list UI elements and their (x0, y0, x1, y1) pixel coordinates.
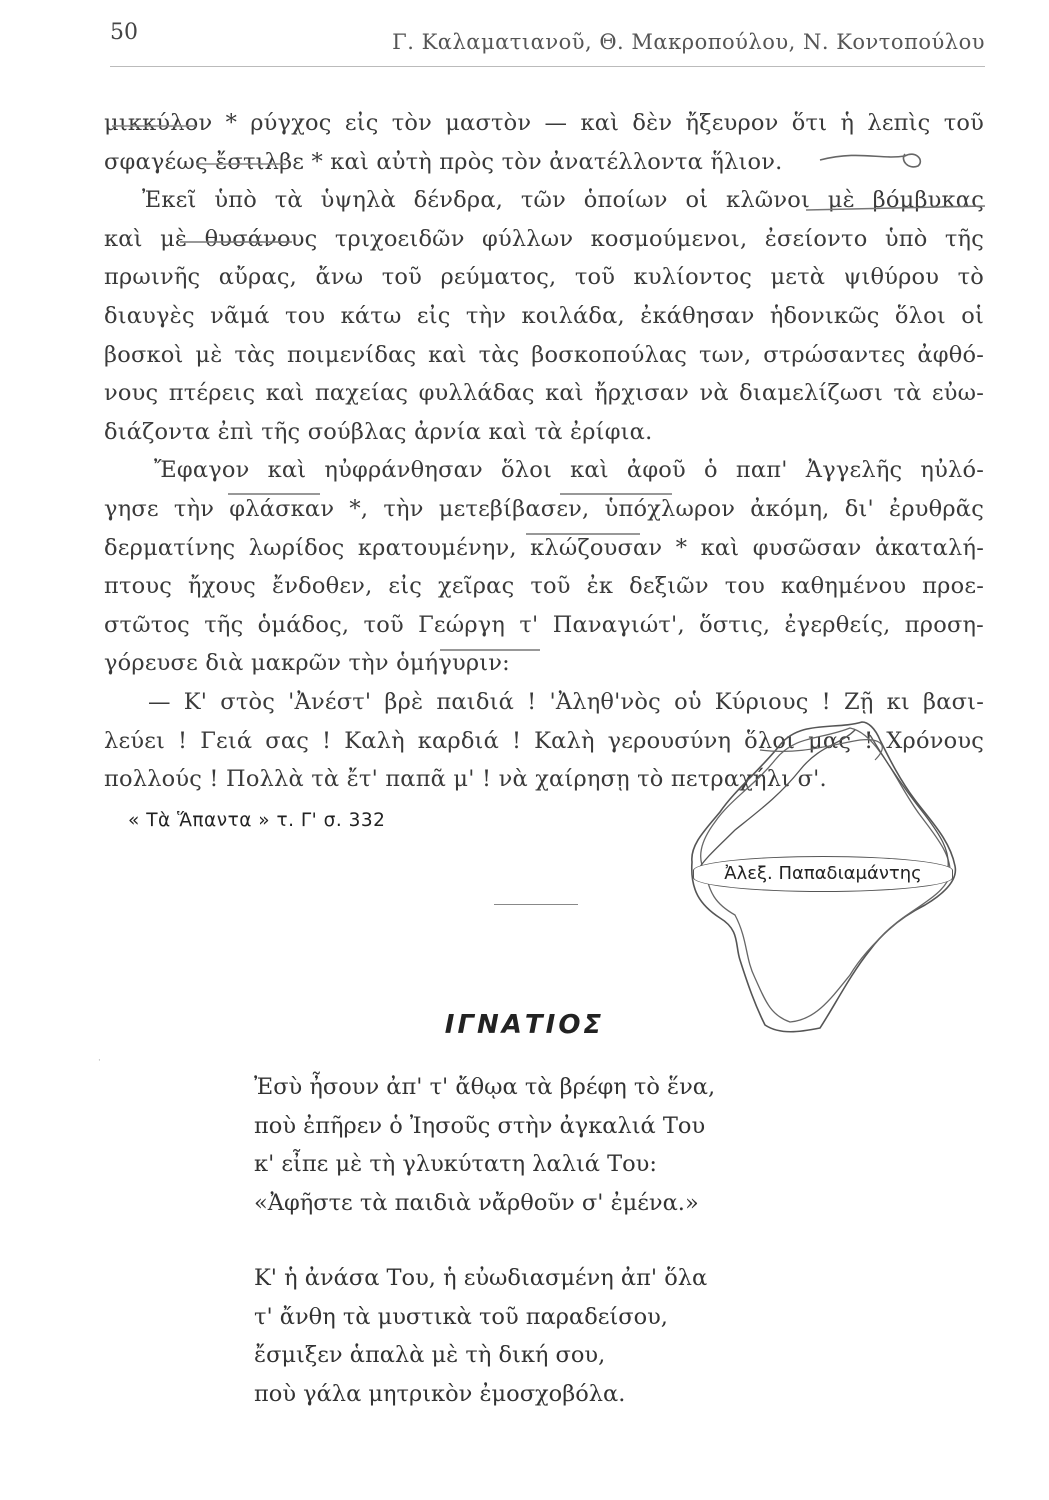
verse-line: Ἐσὺ ἦσουν ἀπ' τ' ἄθῳα τὰ βρέφη τὸ ἕνα, (254, 1074, 716, 1100)
prose-line: διάζοντα ἐπὶ τῆς σούβλας ἀρνία καὶ τὰ ἐρίφια. (104, 418, 653, 445)
verse-line: Κ' ἡ ἀνάσα Του, ἡ εὐωδιασμένη ἀπ' ὅλα (254, 1265, 708, 1291)
running-head: Γ. Καλαματιανοῦ, Θ. Μακροπούλου, Ν. Κοντοπούλου (392, 30, 985, 54)
prose-line: μικκύλον * ρύγχος εἰς τὸν μαστὸν — καὶ δὲν ἤξευρον ὅτι ἡ λεπὶς τοῦ (104, 110, 984, 136)
prose-line: πτους ἤχους ἔνδοθεν, εἰς χεῖρας τοῦ ἐκ δεξιῶν του καθημένου προε- (104, 573, 984, 600)
prose-line: πρωινῆς αὔρας, ἄνω τοῦ ρεύματος, τοῦ κυλίοντος μετὰ ψιθύρου τὸ (104, 264, 984, 291)
verse-line: ἔσμιξεν ἁπαλὰ μὲ τὴ δική σου, (254, 1342, 606, 1368)
prose-line: γόρευσε διὰ μακρῶν τὴν ὁμήγυριν: (104, 650, 510, 677)
prose-line: νους πτέρεις καὶ παχείας φυλλάδας καὶ ἤρχισαν νὰ διαμελίζωσι τὰ εὐω- (104, 380, 984, 407)
stanza-break (254, 1222, 854, 1259)
header-rule (110, 66, 985, 67)
dialogue-line: — Κ' στὸς 'Ἀνέστ' βρὲ παιδιά ! 'Ἀληθ'νὸς οὑ Κύριους ! Ζῇ κι βασι- (148, 688, 984, 715)
margin-mark: · (98, 1056, 101, 1066)
verse-line: τ' ἄνθη τὰ μυστικὰ τοῦ παραδείσου, (254, 1303, 668, 1330)
prose-line: γησε τὴν φλάσκαν *, τὴν μετεβίβασεν, ὑπόχλωρον ἀκόμη, δι' ἐρυθρᾶς (104, 495, 984, 522)
prose-line: Ἐκεῖ ὑπὸ τὰ ὑψηλὰ δένδρα, τῶν ὁποίων οἱ κλῶνοι μὲ βόμβυκας (142, 187, 984, 214)
prose-line: σφαγέως ἔστιλβε * καὶ αὐτὴ πρὸς τὸν ἀνατέλλοντα ἥλιον. (104, 148, 783, 175)
prose-passage (104, 104, 984, 799)
section-divider (494, 904, 578, 905)
author-label: Ἀλεξ. Παπαδιαμάντης (693, 856, 953, 892)
prose-line: δερματίνης λωρίδος κρατουμένην, κλώζουσαν * καὶ φυσῶσαν ἀκαταλή- (104, 534, 984, 561)
source-citation: « Τὰ Ἅπαντα » τ. Γ' σ. 332 (128, 810, 386, 831)
verse-line: ποὺ ἐπῆρεν ὁ Ἰησοῦς στὴν ἀγκαλιά Του (254, 1112, 706, 1139)
poem-body (254, 1068, 854, 1413)
dialogue-line: λεύει ! Γειά σας ! Καλὴ καρδιά ! Καλὴ γερουσύνη ὅλοι μας ! Χρόνους (104, 727, 984, 754)
page-number: 50 (110, 20, 138, 45)
prose-line: διαυγὲς νᾶμά του κάτω εἰς τὴν κοιλάδα, ἐκάθησαν ἡδονικῶς ὅλοι οἱ (104, 302, 984, 329)
prose-line: βοσκοὶ μὲ τὰς ποιμενίδας καὶ τὰς βοσκοπούλας των, στρώσαντες ἀφθό- (104, 341, 984, 368)
poem-title: ΙΓΝΑΤΙΟΣ (444, 1010, 605, 1040)
prose-line: στῶτος τῆς ὁμάδος, τοῦ Γεώργη τ' Παναγιώτ', ὅστις, ἐγερθείς, προση- (104, 611, 984, 638)
prose-line: Ἔφαγον καὶ ηὐφράνθησαν ὅλοι καὶ ἀφοῦ ὁ παπ' Ἀγγελῆς ηὐλό- (154, 457, 984, 484)
verse-line: ποὺ γάλα μητρικὸν ἐμοσχοβόλα. (254, 1380, 626, 1407)
prose-line: καὶ μὲ θυσάνους τριχοειδῶν φύλλων κοσμούμενοι, ἐσείοντο ὑπὸ τῆς (104, 225, 984, 252)
page-header (110, 20, 985, 60)
verse-line: «Ἀφῆστε τὰ παιδιὰ νἄρθοῦν σ' ἐμένα.» (254, 1189, 699, 1216)
verse-line: κ' εἶπε μὲ τὴ γλυκύτατη λαλιά Του: (254, 1151, 657, 1177)
dialogue-line: πολλούς ! Πολλὰ τὰ ἔτ' παπᾶ μ' ! νὰ χαίρησῃ τὸ πετραχήλι σ'. (104, 766, 827, 793)
